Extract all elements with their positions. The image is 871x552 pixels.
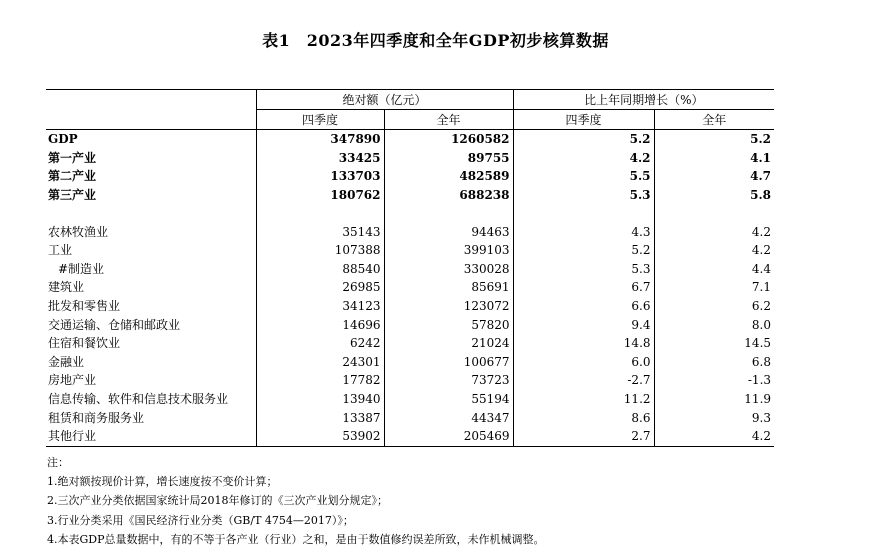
- cell-year-growth: 4.2: [654, 427, 774, 446]
- cell-q4: 107388: [256, 241, 384, 260]
- cell-year-growth: 6.8: [654, 353, 774, 372]
- cell-year: 73723: [384, 371, 513, 390]
- cell-q4: 24301: [256, 353, 384, 372]
- cell-year: 123072: [384, 297, 513, 316]
- row-label: #制造业: [58, 261, 105, 276]
- header-blank-cell: [46, 110, 256, 130]
- table-row: [46, 334, 774, 353]
- cell-year: 1260582: [384, 130, 513, 149]
- cell-q4: 6242: [256, 334, 384, 353]
- cell-year: 330028: [384, 260, 513, 279]
- cell-q4: 33425: [256, 149, 384, 168]
- header-year-growth: 全年: [654, 110, 774, 130]
- cell-q4-growth: -2.7: [513, 371, 654, 390]
- table-row: [46, 130, 774, 149]
- spacer-cell: [256, 204, 384, 222]
- spacer-cell: [46, 204, 256, 222]
- spacer-cell: [384, 204, 513, 222]
- table-title: 表1 2023年四季度和全年GDP初步核算数据: [262, 31, 609, 50]
- gdp-table: [46, 89, 774, 447]
- table-row: [46, 278, 774, 297]
- header-blank-cell: [46, 90, 256, 110]
- cell-year-growth: 5.2: [654, 130, 774, 149]
- row-label: GDP: [48, 132, 78, 147]
- table-row: [46, 371, 774, 390]
- notes-label: 注：: [47, 456, 69, 469]
- table-row: [46, 241, 774, 260]
- row-label: 房地产业: [48, 373, 97, 388]
- note-item: 1.绝对额按现价计算，增长速度按不变价计算；: [47, 475, 278, 489]
- cell-year-growth: 4.2: [654, 241, 774, 260]
- cell-q4: 13940: [256, 390, 384, 409]
- row-label: 交通运输、仓储和邮政业: [48, 317, 181, 332]
- row-label: 其他行业: [46, 427, 256, 446]
- cell-year-growth: 8.0: [654, 315, 774, 334]
- cell-q4-growth: 5.3: [513, 260, 654, 279]
- cell-q4-growth: 6.6: [513, 297, 654, 316]
- cell-year: 21024: [384, 334, 513, 353]
- cell-year: 57820: [384, 315, 513, 334]
- cell-year: 89755: [384, 149, 513, 168]
- cell-q4: 34123: [256, 297, 384, 316]
- cell-year-growth: 4.1: [654, 149, 774, 168]
- header-q4-growth: 四季度: [513, 110, 654, 130]
- note-item: 4.本表GDP总量数据中，有的不等于各产业（行业）之和，是由于数值修约误差所致，未作机械调整。: [47, 532, 545, 546]
- cell-q4-growth: 11.2: [513, 390, 654, 409]
- note-item: 2.三次产业分类依据国家统计局2018年修订的《三次产业划分规定》；: [47, 494, 388, 508]
- cell-q4: 88540: [256, 260, 384, 279]
- cell-q4-growth: 5.3: [513, 186, 654, 205]
- cell-year: 205469: [384, 427, 513, 446]
- row-label: 金融业: [48, 354, 85, 369]
- row-label: 建筑业: [48, 280, 85, 295]
- cell-q4-growth: 2.7: [513, 427, 654, 446]
- row-label: 农林牧渔业: [48, 224, 109, 239]
- row-label: 住宿和餐饮业: [48, 336, 121, 351]
- cell-q4: 35143: [256, 222, 384, 241]
- spacer-cell: [654, 204, 774, 222]
- cell-q4-growth: 5.2: [513, 130, 654, 149]
- table-row: [46, 167, 774, 186]
- table-row: [46, 315, 774, 334]
- table-row: [46, 353, 774, 372]
- cell-q4: 53902: [256, 427, 384, 446]
- cell-q4: 26985: [256, 278, 384, 297]
- header-absolute-value: 绝对额（亿元）: [256, 90, 513, 110]
- cell-year-growth: 4.4: [654, 260, 774, 279]
- row-label: 租赁和商务服务业: [48, 410, 145, 425]
- cell-year-growth: 4.7: [654, 167, 774, 186]
- cell-q4-growth: 5.2: [513, 241, 654, 260]
- cell-year-growth: 14.5: [654, 334, 774, 353]
- cell-q4-growth: 4.3: [513, 222, 654, 241]
- cell-year-growth: 9.3: [654, 408, 774, 427]
- table-row: [46, 260, 774, 279]
- cell-q4: 180762: [256, 186, 384, 205]
- cell-q4: 17782: [256, 371, 384, 390]
- header-row-periods: [46, 110, 774, 130]
- row-label: 信息传输、软件和信息技术服务业: [48, 392, 229, 407]
- cell-q4-growth: 6.0: [513, 353, 654, 372]
- row-label: 第三产业: [48, 188, 97, 203]
- cell-q4-growth: 14.8: [513, 334, 654, 353]
- table-row: [46, 390, 774, 409]
- table-row: [46, 408, 774, 427]
- cell-year-growth: 11.9: [654, 390, 774, 409]
- cell-year: 44347: [384, 408, 513, 427]
- cell-q4: 13387: [256, 408, 384, 427]
- notes: [47, 453, 545, 549]
- cell-year-growth: 5.8: [654, 186, 774, 205]
- header-growth-rate: 比上年同期增长（%）: [513, 90, 774, 110]
- cell-q4-growth: 9.4: [513, 315, 654, 334]
- header-row-groups: [46, 90, 774, 110]
- cell-q4-growth: 6.7: [513, 278, 654, 297]
- cell-year: 482589: [384, 167, 513, 186]
- table-row: [46, 427, 774, 446]
- cell-q4: 133703: [256, 167, 384, 186]
- cell-year: 55194: [384, 390, 513, 409]
- cell-year: 94463: [384, 222, 513, 241]
- cell-q4: 347890: [256, 130, 384, 149]
- cell-year: 688238: [384, 186, 513, 205]
- cell-year: 85691: [384, 278, 513, 297]
- row-label: 工业: [48, 243, 73, 258]
- header-year: 全年: [384, 110, 513, 130]
- spacer-cell: [513, 204, 654, 222]
- note-item: 3.行业分类采用《国民经济行业分类（GB/T 4754—2017）》；: [47, 513, 354, 527]
- table-row: [46, 149, 774, 168]
- cell-year-growth: 7.1: [654, 278, 774, 297]
- spacer-row: [46, 204, 774, 222]
- cell-q4-growth: 8.6: [513, 408, 654, 427]
- cell-year: 399103: [384, 241, 513, 260]
- header-q4: 四季度: [256, 110, 384, 130]
- table-row: [46, 297, 774, 316]
- row-label: 第二产业: [48, 169, 97, 184]
- cell-year-growth: -1.3: [654, 371, 774, 390]
- table-row: [46, 222, 774, 241]
- cell-year-growth: 6.2: [654, 297, 774, 316]
- cell-q4-growth: 4.2: [513, 149, 654, 168]
- cell-year-growth: 4.2: [654, 222, 774, 241]
- row-label: 第一产业: [48, 150, 97, 165]
- table-row: [46, 186, 774, 205]
- row-label: 批发和零售业: [48, 299, 121, 314]
- cell-q4-growth: 5.5: [513, 167, 654, 186]
- cell-year: 100677: [384, 353, 513, 372]
- cell-q4: 14696: [256, 315, 384, 334]
